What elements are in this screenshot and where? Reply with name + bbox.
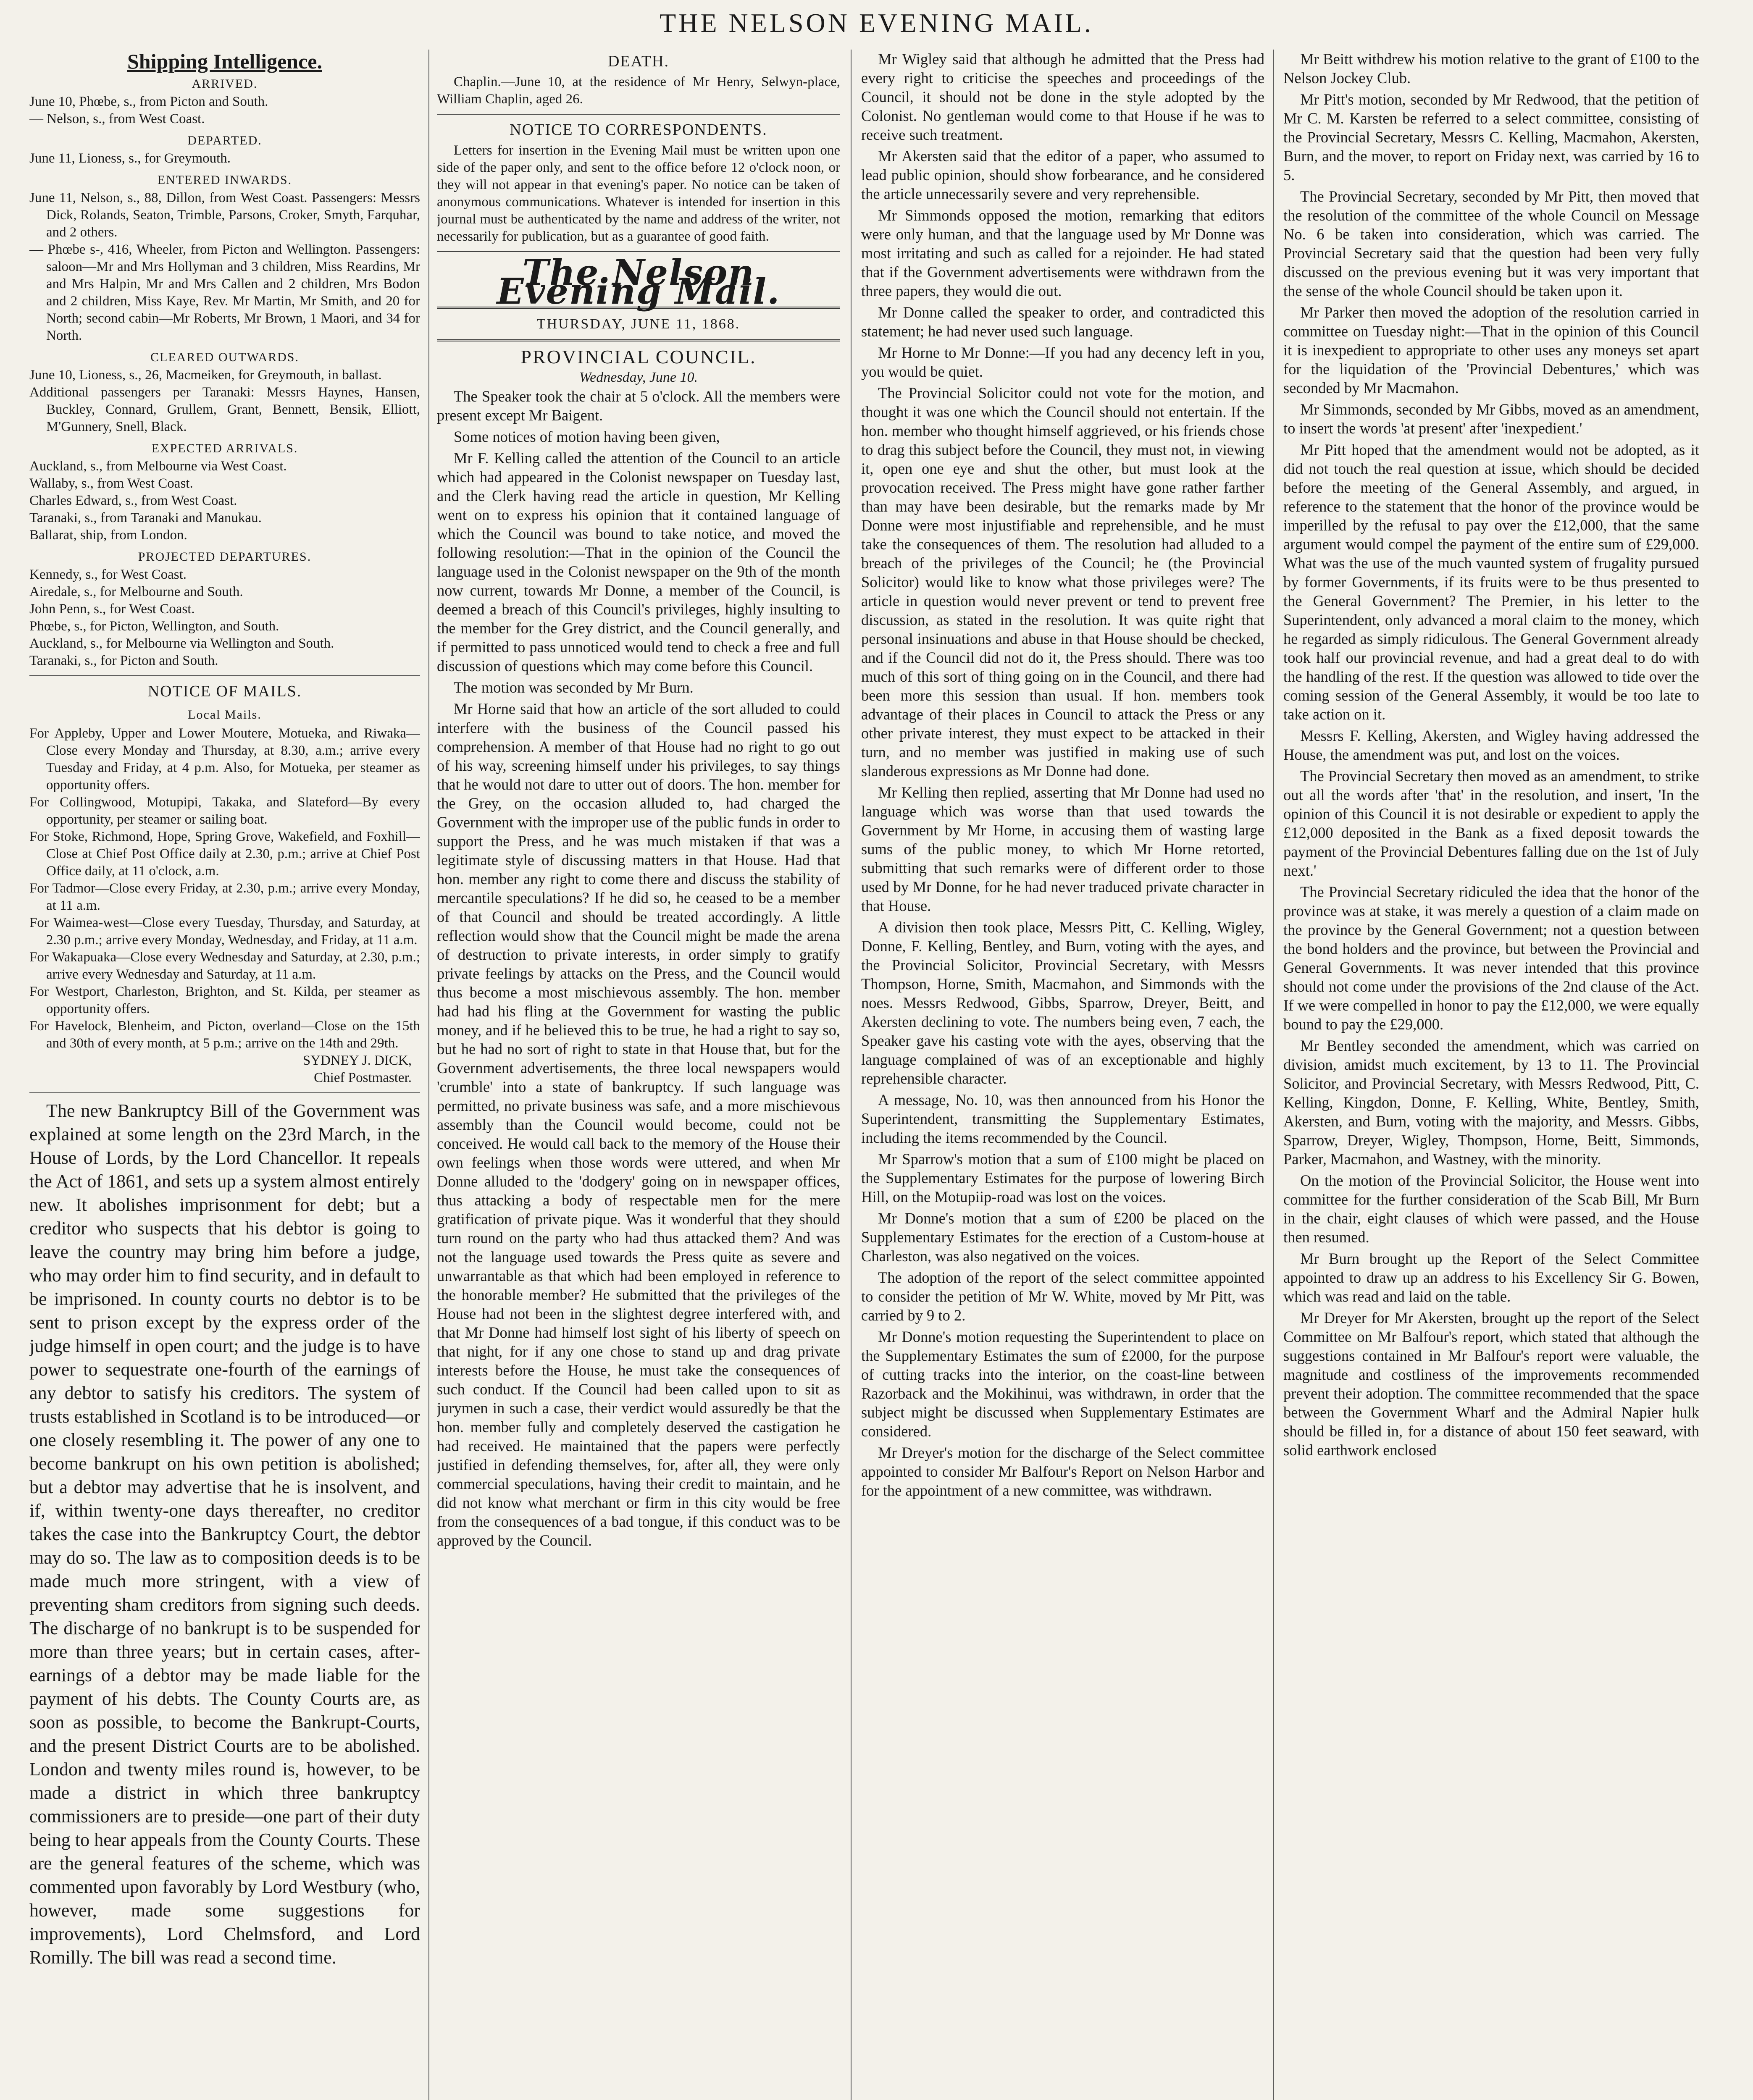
council-paragraph: Mr Burn brought up the Report of the Select Committee appointed to draw up an address to his Excellency Sir G. Bowen, which was read and laid on the table. bbox=[1283, 1250, 1699, 1305]
divider bbox=[29, 675, 420, 676]
council-paragraph: Mr Donne called the speaker to order, and contradicted this statement; he had never used such language. bbox=[861, 304, 1264, 340]
council-paragraph: Mr Parker then moved the adoption of the resolution carried in committee on Tuesday night:—That in the opinion of this Council it is inexpedient to appropriate to other uses any moneys set apart for the liquidation of the 'Provincial Debentures,' which was seconded by Mr Macmahon. bbox=[1283, 304, 1699, 396]
entered-inwards-heading: ENTERED INWARDS. bbox=[157, 173, 292, 187]
mail-entry: For Appleby, Upper and Lower Moutere, Motueka, and Riwaka—Close every Monday and Thursday, at 8.30, a.m.; arrive every Tuesday and Friday, at 4 p.m. Also, for Motueka, per steamer as opportunity offers. bbox=[29, 726, 420, 793]
council-paragraph: The motion was seconded by Mr Burn. bbox=[454, 679, 694, 696]
arrived-entry: June 10, Phœbe, s., from Picton and South. bbox=[29, 94, 268, 109]
mail-entry: For Waimea-west—Close every Tuesday, Thursday, and Saturday, at 2.30 p.m.; arrive every Monday, Wednesday, and Friday, at 11 a.m. bbox=[29, 915, 420, 948]
council-paragraph: Mr Horne to Mr Donne:—If you had any decency left in you, you would be quiet. bbox=[861, 344, 1264, 380]
double-rule bbox=[437, 339, 840, 341]
mail-entry: For Stoke, Richmond, Hope, Spring Grove, Wakefield, and Foxhill—Close at Chief Post Office daily at 2.30, p.m.; arrive at Chief Post Office daily, at 11 o'clock, a.m. bbox=[29, 829, 420, 879]
council-paragraph: Mr Pitt hoped that the amendment would not be adopted, as it did not touch the real question at issue, which should be decided before the meeting of the General Assembly, and argued, in reference to the statement that the honor of the province would be imperilled by the refusal to pay over the £12,000, that the same argument would compel the payment of the entire sum of £29,000. What was the use of the much vaunted system of frugality pursued by former Governments, if its fruits were to be thus presented to the General Government? The Premier, in his letter to the Superintendent, only advanced a moral claim to the money, which he regarded as simply ridiculous. The General Government already took half our provincial revenue, and had a great deal to do with the handling of the rest. If the question was allowed to tide over the coming session of the General Assembly, it would be too late to take action on it. bbox=[1283, 441, 1699, 723]
council-paragraph: Mr Pitt's motion, seconded by Mr Redwood, that the petition of Mr C. M. Karsten be referred to a select committee, consisting of the Provincial Secretary, Messrs C. Kelling, Macmahon, Akersten, Burn, and the mover, to report on Friday next, was carried by 16 to 5. bbox=[1283, 91, 1699, 184]
mail-entry: For Westport, Charleston, Brighton, and St. Kilda, per steamer as opportunity offers. bbox=[29, 984, 420, 1016]
projected-entry: Phœbe, s., for Picton, Wellington, and South. bbox=[29, 619, 279, 634]
council-paragraph: The Provincial Solicitor could not vote for the motion, and thought it was one which the Council should not entertain. If the hon. member who thought himself aggrieved, or his friends chose to drag this subject before the Council, they must not, in viewing it, open one eye and shut the other, but must look at the provocation received. The Press might have gone rather farther than may have been desirable, but the remarks made by Mr Donne were most injustifiable and reprehensible, and he must take the consequences of them. The resolution had alluded to a breach of the privileges of the Council; he (the Provincial Solicitor) would like to know what those privileges were? The article in question would never prevent or tend to prevent free discussion, as stated in the resolution. It was quite right that personal insinuations and abuse in that House should be checked, and if the Council did not do it, the Press should. There was too much of this sort of thing going on in the Council, and there had been more this session than usual. If hon. members took advantage of their places in Council to attack the Press or any other private interest, they must expect to be attacked in their turn, and no member was justified in making use of such slanderous expressions as Mr Donne had done. bbox=[861, 384, 1264, 780]
council-paragraph: Mr Akersten said that the editor of a paper, who assumed to lead public opinion, should show forbearance, and he considered the article unnecessarily severe and very reprehensible. bbox=[861, 147, 1264, 202]
projected-entry: Taranaki, s., for Picton and South. bbox=[29, 653, 218, 668]
council-paragraph: Mr Simmonds opposed the motion, remarking that editors were only human, and that the language used by Mr Donne was most irritating and such as called for a rejoinder. He had stated that if the Government advertisements were withdrawn from the three papers, they would die out. bbox=[861, 207, 1264, 299]
expected-entry: Wallaby, s., from West Coast. bbox=[29, 476, 193, 491]
postmaster-name: SYDNEY J. DICK, bbox=[302, 1053, 412, 1068]
bankruptcy-article: The new Bankruptcy Bill of the Government was explained at some length on the 23rd March, in the House of Lords, by the Lord Chancellor. It repeals the Act of 1861, and sets up a system almost entirely new. It abolishes imprisonment for debt; but a creditor who suspects that his debtor is going to leave the country may bring him before a judge, who may order him to find security, and in default to be imprisoned. In county courts no debtor is to be sent to prison except by the express order of the judge himself in open court; and the judge is to have power to sequestrate one-fourth of the earnings of any debtor to satisfy his creditors. The system of trusts established in Scotland is to be introduced—or one closely resembling it. The power of any one to become bankrupt on his own petition is abolished; but a debtor may advertise that he is insolvent, and if, within twenty-one days thereafter, no creditor takes the case into the Bankruptcy Court, the debtor may do so. The law as to composition deeds is to be made much more stringent, with a view of preventing sham creditors from signing such deeds. The discharge of no bankrupt is to be suspended for more than three years; but in certain cases, after-earnings of a debtor may be made liable for the payment of his debts. The County Courts are, as soon as possible, to become the Bankrupt-Courts, and the present District Courts are to be abolished. London and twenty miles round is, however, to be made a district in which three bankruptcy commissioners are to preside—one part of their duty being to hear appeals from the County Courts. These are the general features of the scheme, which was commented upon favorably by Lord Westbury (who, however, made some suggestions for improvements), Lord Chelmsford, and Lord Romilly. The bill was read a second time. bbox=[29, 1100, 420, 1968]
arrived-list bbox=[29, 93, 420, 128]
cleared-outwards-heading: CLEARED OUTWARDS. bbox=[150, 350, 299, 364]
expected-entry: Ballarat, ship, from London. bbox=[29, 528, 187, 543]
departed-heading: DEPARTED. bbox=[187, 134, 262, 147]
council-paragraph: Mr Simmonds, seconded by Mr Gibbs, moved as an amendment, to insert the words 'at present' after 'inexpedient.' bbox=[1283, 401, 1699, 437]
local-mails-heading: Local Mails. bbox=[188, 708, 262, 722]
council-paragraph: Mr Donne's motion that a sum of £200 be placed on the Supplementary Estimates for the erection of a Custom-house at Charleston, was also negatived on the voices. bbox=[861, 1210, 1264, 1265]
council-paragraph: The Provincial Secretary ridiculed the idea that the honor of the province was at stake, it was merely a question of a claim made on the province by the General Government; not a question between the bond holders and the province, but between the Provincial and General Governments. It was never intended that this province should not come under the provisions of the 2nd clause of the Act. If we were compelled in honor to pay the £12,000, we were equally bound to pay the £29,000. bbox=[1283, 883, 1699, 1033]
column-rule-1 bbox=[428, 50, 429, 2100]
departed-entry: June 11, Lioness, s., for Greymouth. bbox=[29, 151, 231, 166]
cleared-entry: Additional passengers per Taranaki: Messrs Haynes, Hansen, Buckley, Connard, Grullem, Grant, Bennett, Bensik, Elliott, M'Gunnery, Snell, Black. bbox=[29, 385, 420, 434]
council-paragraph: The Provincial Secretary then moved as an amendment, to strike out all the words after 'that' in the resolution, and insert, 'In the opinion of this Council it is not desirable or expedient to apply the £12,000 deposited in the Bank as a fixed deposit towards the payment of the Provincial Debentures falling due on the 1st of July next.' bbox=[1283, 767, 1699, 879]
projected-entry: John Penn, s., for West Coast. bbox=[29, 601, 195, 617]
expected-arrivals-heading: EXPECTED ARRIVALS. bbox=[151, 441, 298, 455]
entered-entry: June 11, Nelson, s., 88, Dillon, from West Coast. Passengers: Messrs Dick, Rolands, Seaton, Trimble, Parsons, Croker, Smyth, Farquhar, and 2 others. bbox=[29, 190, 420, 240]
cleared-entry: June 10, Lioness, s., 26, Macmeiken, for Greymouth, in ballast. bbox=[29, 368, 382, 383]
council-paragraph: Mr Dreyer's motion for the discharge of the Select committee appointed to consider Mr Balfour's Report on Nelson Harbor and for the appointment of a new committee, was withdrawn. bbox=[861, 1444, 1264, 1499]
mail-entry: For Havelock, Blenheim, and Picton, overland—Close on the 15th and 30th of every month, at 5 p.m.; arrive on the 14th and 29th. bbox=[29, 1018, 420, 1051]
column-rule-3 bbox=[1273, 50, 1274, 2100]
column-1 bbox=[29, 50, 420, 2100]
column-2 bbox=[437, 50, 840, 2100]
council-paragraph: Mr Kelling then replied, asserting that Mr Donne had used no language which was worse than that used towards the Government by Mr Horne, in accusing them of wasting large sums of the public money, to which Mr Horne retorted, submitting that such remarks were of different order to those used by Mr Donne, for he had never traduced private character in that House. bbox=[861, 784, 1264, 914]
council-paragraph: Mr Sparrow's motion that a sum of £100 might be placed on the Supplementary Estimates for the purpose of lowering Birch Hill, on the Motupiip-road was lost on the voices. bbox=[861, 1150, 1264, 1205]
divider bbox=[437, 114, 840, 115]
council-paragraph: Mr Donne's motion requesting the Superintendent to place on the Supplementary Estimates the sum of £2000, for the purpose of cutting tracks into the interior, on the coast-line between Razorback and the Mokihinui, was withdrawn, in order that the subject might be discussed when Supplementary Estimates are considered. bbox=[861, 1328, 1264, 1440]
council-paragraph: Mr Beitt withdrew his motion relative to the grant of £100 to the Nelson Jockey Club. bbox=[1283, 50, 1699, 87]
provincial-council-title: PROVINCIAL COUNCIL. bbox=[520, 346, 757, 368]
council-paragraph: Mr Horne said that how an article of the sort alluded to could interfere with the business of the Council passed his comprehension. A member of that House had no right to go out of his way, screening himself under his privileges, to say things that he would not dare to utter out of doors. The hon. member for the Grey, on the occasion alluded to, had charged the Government with the improper use of the public funds in order to support the Press, and he was much mistaken if that was a legitimate style of discussing matters in that House. Had that hon. member any right to come there and discuss the stability of mercantile speculations? If he did so, he ceased to be a member of that Council and should be treated accordingly. A little reflection would show that the Council might be made the arena of destruction to private interests, in order simply to gratify private feelings by attacks on the Press, and the Council would thus become a most mischievous assembly. The hon. member had had his fling at the Government for wasting the public money, and if he believed this to be true, he had a right to say so, but he had no sort of right to state in that House that, but for the Government advertisements, the three local newspapers would 'crumble' into a state of bankruptcy. If such language was permitted, no private business was safe, and a more mischievous assembly than the Council would become, could not be conceived. He would call back to the memory of the House their own feelings when those words were uttered, and when Mr Donne alluded to the 'dodgery' going on in newspaper offices, thus attacking a body of respectable men for the mere gratification of private pique. Was it wonderful that they should turn round on the party who had thus attacked them? And was not the language used towards the Press quite as severe and unwarrantable as that which had been employed in reference to the honorable member? He submitted that the privileges of the House had not been in the slightest degree interfered with, and that Mr Donne had himself lost sight of his liberty of speech on that night, for if any one chose to stand up and drag private interests before the House, he must take the consequences of such conduct. If the Council had been called upon to sit as jurymen in such a case, their verdict would assuredly be that the hon. member fully and completely deserved the castigation he had received. He maintained that the papers were perfectly justified in defending themselves, for, after all, they were only commercial speculations, having their credit to maintain, and he did not know what merchant or firm in this city would be free from the consequences of a bad tongue, if this conduct was to be approved by the Council. bbox=[437, 700, 840, 1549]
correspondents-notice: Letters for insertion in the Evening Mail must be written upon one side of the paper only, and sent to the office before 12 o'clock noon, or they will not appear in that evening's paper. No notice can be taken of anonymous communications. Whatever is intended for insertion in this journal must be authenticated by the name and address of the writer, not necessarily for publication, but as a guarantee of good faith. bbox=[437, 143, 840, 244]
council-paragraph: The Speaker took the chair at 5 o'clock. All the members were present except Mr Baigent. bbox=[437, 388, 840, 424]
entered-entry: — Phœbe s-, 416, Wheeler, from Picton and Wellington. Passengers: saloon—Mr and Mrs Hollyman and 3 children, Miss Reardins, Mr and Mrs Halpin, Mr and Mrs Callen and 2 children, Mrs Bodon and 2 children, Miss Kaye, Rev. Mr Martin, Mr Smith, and 20 for North; second cabin—Mr Roberts, Mr Brown, 1 Maori, and 34 for North. bbox=[29, 242, 420, 343]
council-paragraph: Mr Wigley said that although he admitted that the Press had every right to criticise the speeches and proceedings of the Council, it should not be done in the style adopted by the Colonist. No gentleman would come to that House if he was to receive such treatment. bbox=[861, 50, 1264, 143]
expected-entry: Auckland, s., from Melbourne via West Coast. bbox=[29, 459, 287, 474]
council-paragraph: On the motion of the Provincial Solicitor, the House went into committee for the further consideration of the Scab Bill, Mr Burn in the chair, eight clauses of which were passed, and the House then resumed. bbox=[1283, 1172, 1699, 1246]
council-paragraph: A message, No. 10, was then announced from his Honor the Superintendent, transmitting the Supplementary Estimates, including the items recommended by the Council. bbox=[861, 1091, 1264, 1146]
expected-entry: Charles Edward, s., from West Coast. bbox=[29, 493, 237, 508]
death-notice: Chaplin.—June 10, at the residence of Mr Henry, Selwyn-place, William Chaplin, aged 26. bbox=[437, 74, 840, 107]
projected-entry: Auckland, s., for Melbourne via Wellington and South. bbox=[29, 636, 334, 651]
postmaster-title: Chief Postmaster. bbox=[314, 1070, 412, 1085]
mail-entry: For Collingwood, Motupipi, Takaka, and Slateford—By every opportunity, per steamer or sailing boat. bbox=[29, 795, 420, 827]
council-date: Wednesday, June 10. bbox=[579, 370, 698, 385]
mail-entry: For Tadmor—Close every Friday, at 2.30, p.m.; arrive every Monday, at 11 a.m. bbox=[29, 881, 420, 913]
column-4 bbox=[1283, 50, 1699, 2100]
notice-of-mails-title: NOTICE OF MAILS. bbox=[147, 682, 302, 700]
projected-departures-heading: PROJECTED DEPARTURES. bbox=[138, 550, 312, 564]
council-paragraph: Mr Dreyer for Mr Akersten, brought up the report of the Select Committee on Mr Balfour's report, which stated that although the suggestions contained in Mr Balfour's report were valuable, the magnitude and costliness of the improvements recommended prevent their adoption. The committee recommended that the space between the Government Wharf and the Admiral Napier hulk should be filled in, for a distance of about 150 feet seaward, with solid earthwork enclosed bbox=[1283, 1309, 1699, 1459]
mail-entry: For Wakapuaka—Close every Wednesday and Saturday, at 2.30, p.m.; arrive every Wednesday and Saturday, at 11 a.m. bbox=[29, 950, 420, 982]
council-paragraph: The Provincial Secretary, seconded by Mr Pitt, then moved that the resolution of the committee of the whole Council on Message No. 6 be taken into consideration, which was carried. The Provincial Secretary said that the question had been very fully discussed on the previous evening but it was very important that the sense of the whole Council should be taken upon it. bbox=[1283, 188, 1699, 299]
arrived-heading: ARRIVED. bbox=[192, 77, 258, 91]
newspaper-masthead: THE NELSON EVENING MAIL. bbox=[660, 8, 1093, 38]
column-rule-2 bbox=[851, 50, 852, 2100]
expected-entry: Taranaki, s., from Taranaki and Manukau. bbox=[29, 510, 262, 525]
shipping-intelligence-title: Shipping Intelligence. bbox=[127, 50, 322, 73]
council-paragraph: Messrs F. Kelling, Akersten, and Wigley having addressed the House, the amendment was put, and lost on the voices. bbox=[1283, 727, 1699, 763]
council-paragraph: A division then took place, Messrs Pitt, C. Kelling, Wigley, Donne, F. Kelling, Bentley, and Burn, voting with the ayes, and the Provincial Solicitor, Provincial Secretary, with Messrs Thompson, Horne, Smith, Macmahon, and Simmonds with the noes. Messrs Redwood, Gibbs, Sparrow, Dreyer, Beitt, and Akersten declining to vote. The numbers being even, 7 each, the Speaker gave his casting vote with the ayes, observing that the language complained of was of an exceptionable and highly reprehensible character. bbox=[861, 919, 1264, 1087]
arrived-entry: — Nelson, s., from West Coast. bbox=[29, 111, 205, 126]
council-paragraph: The adoption of the report of the select committee appointed to consider the petition of Mr W. White, moved by Mr Pitt, was carried by 9 to 2. bbox=[861, 1269, 1264, 1324]
paper-title-blackletter: The Nelson Evening Mail. bbox=[497, 252, 781, 312]
projected-entry: Airedale, s., for Melbourne and South. bbox=[29, 584, 243, 599]
council-paragraph: Mr F. Kelling called the attention of the Council to an article which had appeared in the Colonist newspaper on Tuesday last, and the Clerk having read the article in question, Mr Kelling went on to express his opinion that it contained language of which the Council was bound to take notice, and moved the following resolution:—That in the opinion of the Council the language used in the Colonist newspaper on the 9th of the month now current, towards Mr Donne, a member of the Council, is deemed a breach of this Council's privileges, highly insulting to the member for the Grey district, and the Council generally, and if permitted to pass unnoticed would tend to check a free and full discussion of questions which may come before this Council. bbox=[437, 449, 840, 675]
council-paragraph: Some notices of motion having been given, bbox=[454, 428, 720, 445]
column-3 bbox=[861, 50, 1264, 2100]
death-title: DEATH. bbox=[607, 52, 670, 70]
projected-entry: Kennedy, s., for West Coast. bbox=[29, 567, 187, 582]
council-paragraph: Mr Bentley seconded the amendment, which was carried on division, amidst much excitement, by 13 to 11. The Provincial Solicitor, and Provincial Secretary, with Messrs Redwood, Pitt, C. Kelling, Kingdon, Donne, F. Kelling, White, Bentley, Smith, Akersten, and Burn, voting with the majority, and Messrs. Gibbs, Sparrow, Dreyer, Wigley, Thompson, Horne, Beitt, Simmonds, Parker, Macmahon, and Wastney, with the minority. bbox=[1283, 1037, 1699, 1168]
correspondents-title: NOTICE TO CORRESPONDENTS. bbox=[510, 121, 767, 139]
issue-date: THURSDAY, JUNE 11, 1868. bbox=[536, 316, 741, 332]
divider bbox=[29, 1092, 420, 1093]
